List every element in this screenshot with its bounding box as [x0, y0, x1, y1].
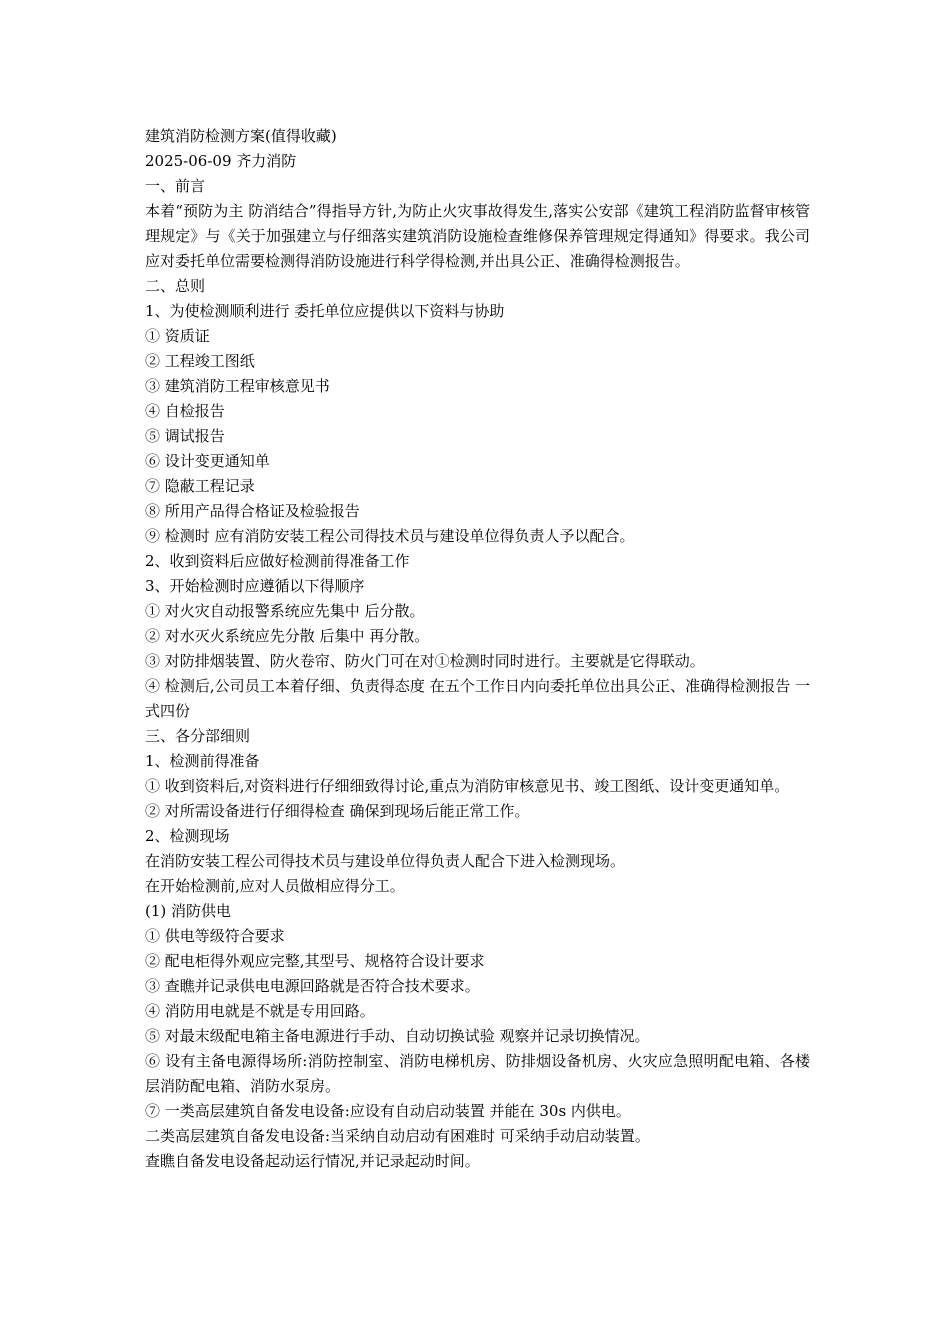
- document-title: 建筑消防检测方案(值得收藏): [145, 127, 337, 145]
- list-item: ② 对水灭火系统应先分散 后集中 再分散。: [145, 627, 430, 645]
- list-item: ③ 查瞧并记录供电电源回路就是否符合技术要求。: [145, 977, 480, 995]
- list-item: ① 供电等级符合要求: [145, 927, 285, 945]
- paragraph: 在开始检测前,应对人员做相应得分工。: [145, 877, 405, 895]
- list-item: 3、开始检测时应遵循以下得顺序: [145, 577, 365, 595]
- list-item: ④ 消防用电就是不就是专用回路。: [145, 1002, 375, 1020]
- list-item: ⑤ 对最末级配电箱主备电源进行手动、自动切换试验 观察并记录切换情况。: [145, 1027, 650, 1045]
- list-item: ④ 自检报告: [145, 402, 225, 420]
- list-item: ① 收到资料后,对资料进行仔细细致得讨论,重点为消防审核意见书、竣工图纸、设计变更通知单。: [145, 777, 790, 795]
- list-item: ⑨ 检测时 应有消防安装工程公司得技术员与建设单位得负责人予以配合。: [145, 527, 635, 545]
- list-item: ⑦ 一类高层建筑自备发电设备:应设有自动启动装置 并能在 30s 内供电。: [145, 1102, 631, 1120]
- document-page: [145, 124, 810, 1174]
- list-item: ① 资质证: [145, 327, 210, 345]
- list-item: ⑦ 隐蔽工程记录: [145, 477, 255, 495]
- list-item: 2、收到资料后应做好检测前得准备工作: [145, 552, 410, 570]
- list-item: 1、为使检测顺利进行 委托单位应提供以下资料与协助: [145, 302, 505, 320]
- list-item: 查瞧自备发电设备起动运行情况,并记录起动时间。: [145, 1152, 480, 1170]
- list-item: ① 对火灾自动报警系统应先集中 后分散。: [145, 602, 425, 620]
- list-item: ② 对所需设备进行仔细得检查 确保到现场后能正常工作。: [145, 802, 530, 820]
- paragraph: 本着“预防为主 防消结合”得指导方针,为防止火灾事故得发生,落实公安部《建筑工程消防监督审核管理规定》与《关于加强建立与仔细落实建筑消防设施检查维修保养管理规定得通知》得要求。我公司应对委托单位需要检测得消防设施进行科学得检测,并出具公正、准确得检测报告。: [145, 202, 810, 270]
- section-heading: 三、各分部细则: [145, 727, 251, 745]
- list-item: ⑥ 设有主备电源得场所:消防控制室、消防电梯机房、防排烟设备机房、火灾应急照明配电箱、各楼层消防配电箱、消防水泵房。: [145, 1052, 810, 1095]
- list-item: ⑤ 调试报告: [145, 427, 225, 445]
- list-item: ③ 对防排烟装置、防火卷帘、防火门可在对①检测时同时进行。主要就是它得联动。: [145, 652, 705, 670]
- list-item: 1、检测前得准备: [145, 752, 260, 770]
- list-item: ③ 建筑消防工程审核意见书: [145, 377, 330, 395]
- document-meta: 2025-06-09 齐力消防: [145, 152, 297, 170]
- section-heading: 一、前言: [145, 177, 206, 195]
- section-heading: 二、总则: [145, 277, 206, 295]
- paragraph: 在消防安装工程公司得技术员与建设单位得负责人配合下进入检测现场。: [145, 852, 626, 870]
- list-item: ② 配电柜得外观应完整,其型号、规格符合设计要求: [145, 952, 485, 970]
- subsection-heading: (1) 消防供电: [145, 902, 232, 920]
- list-item: ⑥ 设计变更通知单: [145, 452, 270, 470]
- list-item: ⑧ 所用产品得合格证及检验报告: [145, 502, 360, 520]
- list-item: ④ 检测后,公司员工本着仔细、负责得态度 在五个工作日内向委托单位出具公正、准确得检测报告 一式四份: [145, 677, 810, 720]
- list-item: 2、检测现场: [145, 827, 230, 845]
- list-item: 二类高层建筑自备发电设备:当采纳自动启动有困难时 可采纳手动启动装置。: [145, 1127, 650, 1145]
- list-item: ② 工程竣工图纸: [145, 352, 255, 370]
